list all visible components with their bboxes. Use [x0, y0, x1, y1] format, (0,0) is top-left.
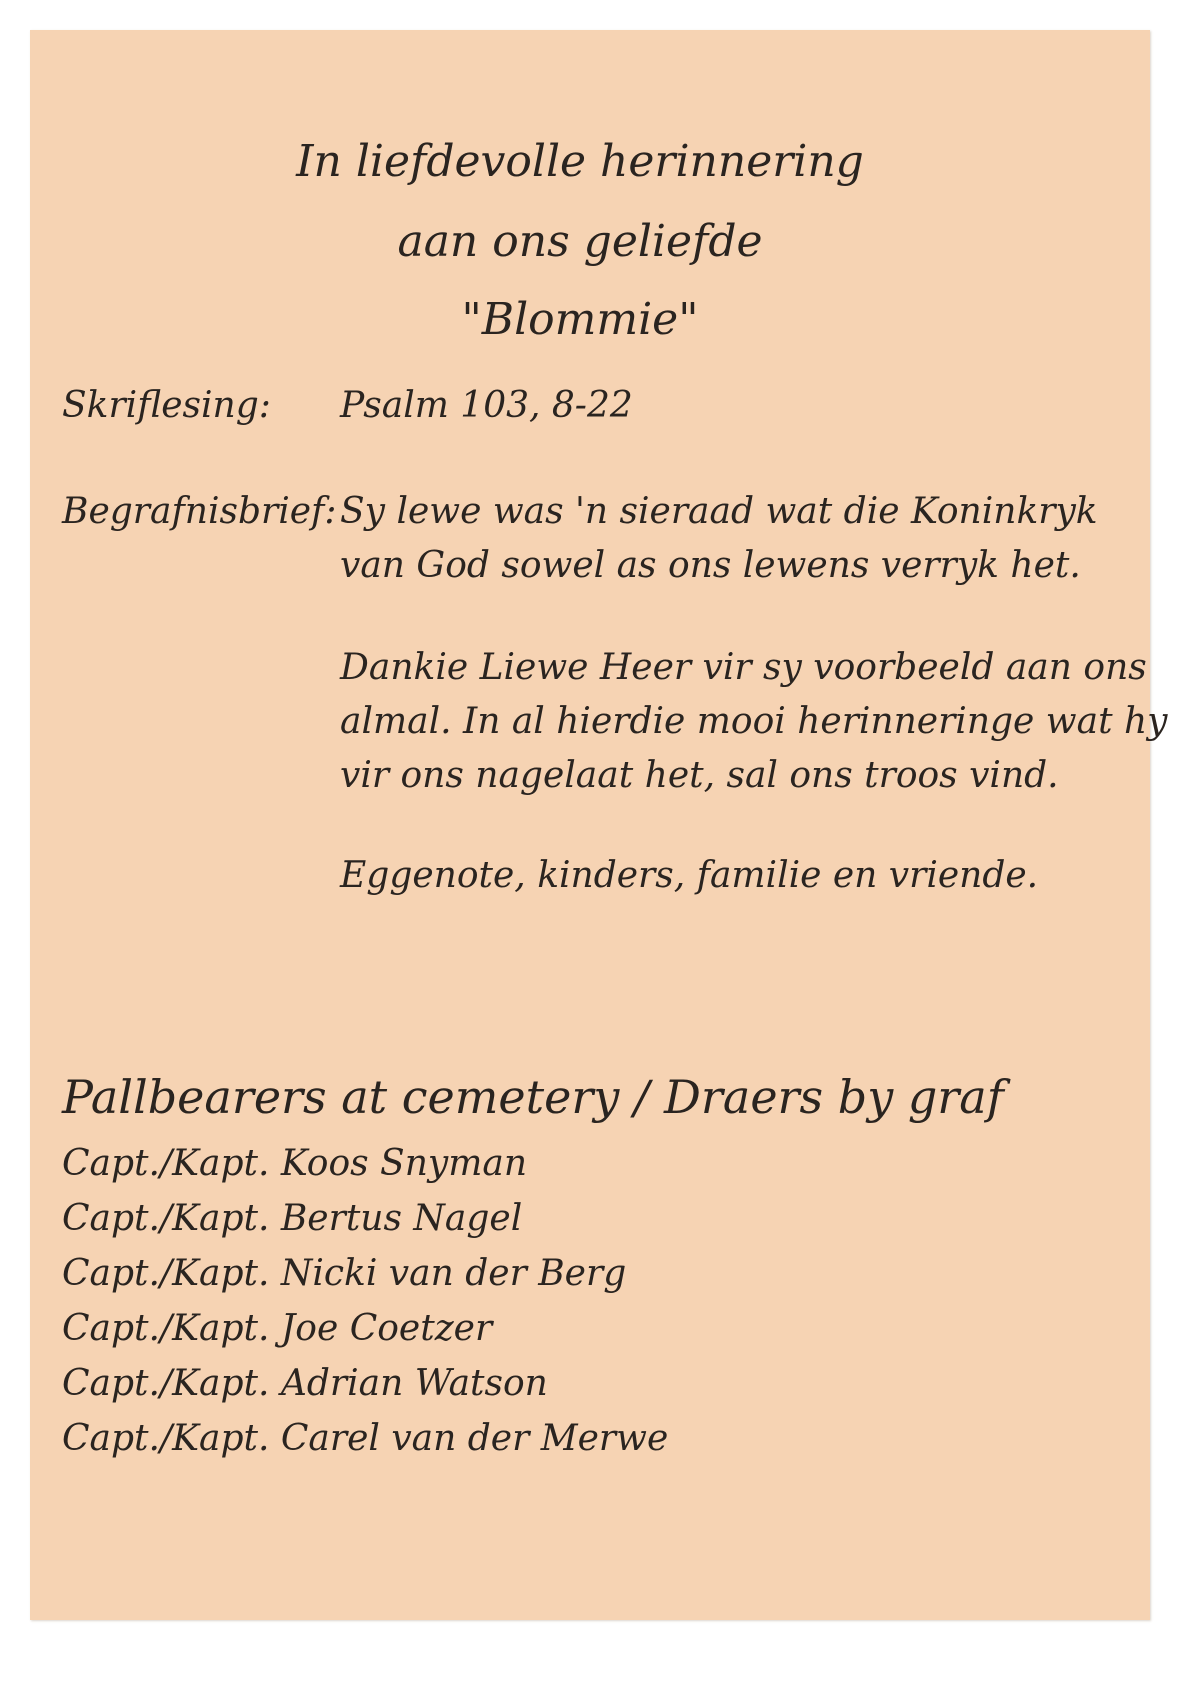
scripture-label: Skriflesing:	[62, 385, 271, 426]
scripture-reference: Psalm 103, 8-22	[340, 385, 633, 426]
funeral-letter-signoff: Eggenote, kinders, familie en vriende.	[340, 855, 1039, 896]
funeral-letter-line: vir ons nagelaat het, sal ons troos vind.	[340, 755, 1059, 796]
pallbearer-name: Capt./Kapt. Bertus Nagel	[62, 1198, 523, 1239]
pallbearer-name: Capt./Kapt. Nicki van der Berg	[62, 1253, 627, 1294]
pallbearer-name: Capt./Kapt. Koos Snyman	[62, 1143, 528, 1184]
funeral-letter-line: almal. In al hierdie mooi herinneringe wat hy	[340, 701, 1168, 742]
heading-line-2: aan ons geliefde	[397, 216, 763, 267]
pallbearers-title: Pallbearers at cemetery / Draers by graf	[62, 1070, 1004, 1124]
pallbearer-name: Capt./Kapt. Adrian Watson	[62, 1363, 548, 1404]
memorial-page	[30, 30, 1168, 1620]
pallbearer-name: Capt./Kapt. Joe Coetzer	[62, 1308, 493, 1349]
funeral-letter-label: Begrafnisbrief:	[62, 491, 337, 532]
heading-name: "Blommie"	[461, 294, 699, 345]
funeral-letter-line: Sy lewe was 'n sieraad wat die Koninkryk	[340, 491, 1098, 532]
funeral-letter-line: Dankie Liewe Heer vir sy voorbeeld aan ons	[340, 647, 1147, 688]
heading-line-1: In liefdevolle herinnering	[296, 136, 864, 187]
funeral-letter-line: van God sowel as ons lewens verryk het.	[340, 545, 1081, 586]
pallbearer-name: Capt./Kapt. Carel van der Merwe	[62, 1418, 669, 1459]
paper-edge	[1150, 38, 1190, 1628]
